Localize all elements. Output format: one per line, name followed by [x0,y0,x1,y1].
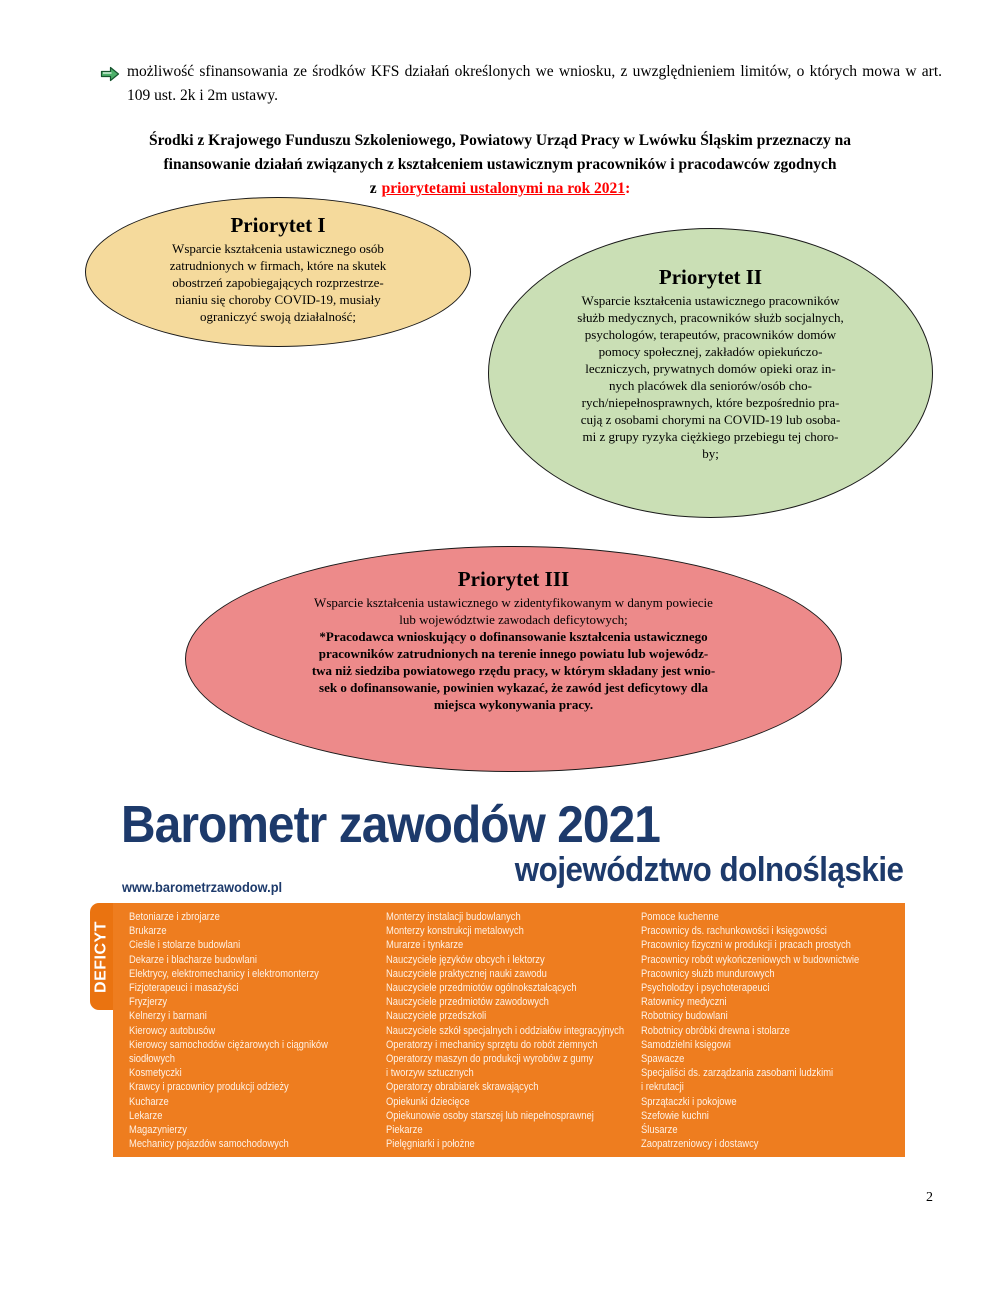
deficyt-label: DEFICYT [92,921,110,993]
priority-1-body [86,240,470,325]
heading-line3-suffix: : [625,180,631,198]
job-line: Cieśle i stolarze budowlani [129,939,241,952]
priority-body-line: lub województwie zawodach deficytowych; [399,612,628,628]
priority-body-line: obostrzeń zapobiegających rozprzestrze- [172,275,384,291]
job-line: Fryzjerzy [129,996,168,1009]
job-line: Betoniarze i zbrojarze [129,911,220,923]
job-line: Pracownicy służb mundurowych [641,967,775,980]
job-line: Monterzy konstrukcji metalowych [386,925,524,938]
deficit-table-body [113,903,905,1157]
priority-body-line: leczniczych, prywatnych domów opieki oraz in- [585,361,836,377]
deficit-column-1 [129,910,358,1151]
job-line: Monterzy instalacji budowlanych [386,911,521,923]
job-line: Robotnicy obróbki drewna i stolarze [641,1024,790,1037]
job-line: Operatorzy i mechanicy sprzętu do robót ziemnych [386,1038,598,1051]
job-line: Magazynierzy [129,1124,187,1137]
job-line: Opiekunki dziecięce [386,1095,470,1108]
job-line: Ratownicy medyczni [641,996,727,1009]
job-line: Nauczyciele szkół specjalnych i oddziałów integracyjnych [386,1024,625,1037]
heading-line-3 [50,177,950,201]
deficit-occupations-table [90,903,905,1157]
section-heading [50,129,950,201]
priority-body-line: służb medycznych, pracowników służb socjalnych, [577,310,844,326]
priority-3-body-bold [186,628,841,713]
job-line: Kucharze [129,1095,169,1108]
job-line: Kierowcy autobusów [129,1024,216,1037]
priority-body-line: pomocy społecznej, zakładów opiekuńczo- [598,344,823,360]
job-line: Lekarze [129,1109,163,1122]
priority-body-line: Wsparcie kształcenia ustawicznego osób [172,241,384,257]
priority-1-title: Priorytet I [230,213,326,237]
priority-body-line: miejsca wykonywania pracy. [433,697,594,713]
job-line: Spawacze [641,1053,685,1066]
job-line: Kosmetyczki [129,1067,182,1080]
priority-body-line: zatrudnionych w firmach, które na skutek [169,258,387,274]
job-line: Kelnerzy i barmani [129,1010,207,1023]
job-line: Robotnicy budowlani [641,1010,728,1023]
bullet-text: możliwość sfinansowania ze środków KFS działań określonych we wniosku, z uwzględnieniem limitów, o których mowa w art. 109 ust. 2k i 2m ustawy. [127,63,942,105]
priority-body-line: twa niż siedziba powiatowego rzędu pracy, w którym składany jest wnio- [311,663,716,679]
job-line: i tworzyw sztucznych [386,1067,474,1080]
deficyt-tab [90,903,113,1010]
deficit-column-3 [641,910,892,1151]
priority-body-line: Wsparcie kształcenia ustawicznego w zidentyfikowanym w danym powiecie [314,595,713,611]
job-line: Operatorzy maszyn do produkcji wyrobów z gumy [386,1053,594,1066]
bullet-paragraph [100,60,942,108]
job-line: Pracownicy fizyczni w produkcji i pracach prostych [641,939,851,952]
job-line: siodłowych [129,1053,175,1066]
priority-1-ellipse [85,197,471,347]
barometr-url-link[interactable]: www.barometrzawodow.pl [122,880,283,895]
job-line: Sprzątaczki i pokojowe [641,1095,737,1108]
job-line: Pielęgniarki i położne [386,1138,475,1151]
job-line: Mechanicy pojazdów samochodowych [129,1138,289,1151]
heading-line-2: finansowanie działań związanych z kształceniem ustawicznym pracowników i pracodawców zgodnych [163,156,837,174]
job-line: Samodzielni księgowi [641,1038,731,1051]
job-line: Operatorzy obrabiarek skrawających [386,1081,539,1094]
priority-body-line: Wsparcie kształcenia ustawicznego pracowników [581,293,840,309]
job-line: Nauczyciele przedmiotów zawodowych [386,996,549,1009]
priority-3-title: Priorytet III [457,567,570,591]
priority-2-title: Priorytet II [658,265,763,289]
priority-3-body-regular [186,594,841,628]
job-line: Nauczyciele praktycznej nauki zawodu [386,967,547,980]
job-line: Pracownicy robót wykończeniowych w budownictwie [641,953,860,966]
job-line: Krawcy i pracownicy produkcji odzieży [129,1081,289,1094]
priority-body-line: psychologów, terapeutów, pracowników domów [584,327,837,343]
priority-body-line: nianiu się choroby COVID-19, musiały [175,292,381,308]
page-number: 2 [926,1190,933,1205]
barometr-logo-subtitle: województwo dolnośląskie [514,851,903,889]
priority-body-line: rych/niepełnosprawnych, które bezpośrednio pra- [581,395,840,411]
heading-line-1: Środki z Krajowego Funduszu Szkoleniowego, Powiatowy Urząd Pracy w Lwówku Śląskim przeznaczy na [149,132,851,149]
job-line: Dekarze i blacharze budowlani [129,953,257,966]
job-line: Piekarze [386,1124,423,1137]
arrow-right-icon [100,66,120,82]
job-line: Murarze i tynkarze [386,939,464,952]
job-line: Opiekunowie osoby starszej lub niepełnosprawnej [386,1109,594,1122]
priority-body-line: ograniczyć swoją działalność; [200,309,356,325]
job-line: Ślusarze [641,1124,678,1137]
priority-2-ellipse [488,228,933,518]
job-line: Nauczyciele języków obcych i lektorzy [386,953,545,966]
job-line: Kierowcy samochodów ciężarowych i ciągników [129,1038,328,1051]
job-line: Zaopatrzeniowcy i dostawcy [641,1138,759,1151]
deficit-column-2 [386,910,660,1151]
priority-body-line: nych placówek dla seniorów/osób cho- [609,378,812,394]
job-line: Specjaliści ds. zarządzania zasobami ludzkimi [641,1067,834,1080]
priority-body-line: mi z grupy ryzyka ciężkiego przebiegu tej choro- [582,429,839,445]
job-line: Pomoce kuchenne [641,911,719,923]
job-line: Szefowie kuchni [641,1109,709,1122]
priorities-2021-link[interactable]: priorytetami ustalonymi na rok 2021 [381,180,626,198]
priority-body-line: pracowników zatrudnionych na terenie innego powiatu lub wojewódz- [318,646,709,662]
job-line: Elektrycy, elektromechanicy i elektromonterzy [129,967,319,980]
priority-3-ellipse [185,546,842,772]
priority-2-body [489,292,932,462]
job-line: Pracownicy ds. rachunkowości i księgowości [641,925,827,938]
job-line: Brukarze [129,925,167,938]
heading-line3-prefix: z [369,180,377,198]
job-line: Psycholodzy i psychoterapeuci [641,982,770,995]
priority-body-line: sek o dofinansowanie, powinien wykazać, że zawód jest deficytowy dla [319,680,708,696]
priority-body-line: *Pracodawca wnioskujący o dofinansowanie kształcenia ustawicznego [319,629,708,645]
job-line: Nauczyciele przedszkoli [386,1010,487,1023]
barometr-logo-title: Barometr zawodów 2021 [121,796,661,854]
job-line: Fizjoterapeuci i masażyści [129,982,239,995]
priority-body-line: cują z osobami chorymi na COVID-19 lub osoba- [580,412,841,428]
priority-body-line: by; [702,446,719,462]
job-line: i rekrutacji [641,1081,684,1094]
job-line: Nauczyciele przedmiotów ogólnokształcących [386,982,577,995]
